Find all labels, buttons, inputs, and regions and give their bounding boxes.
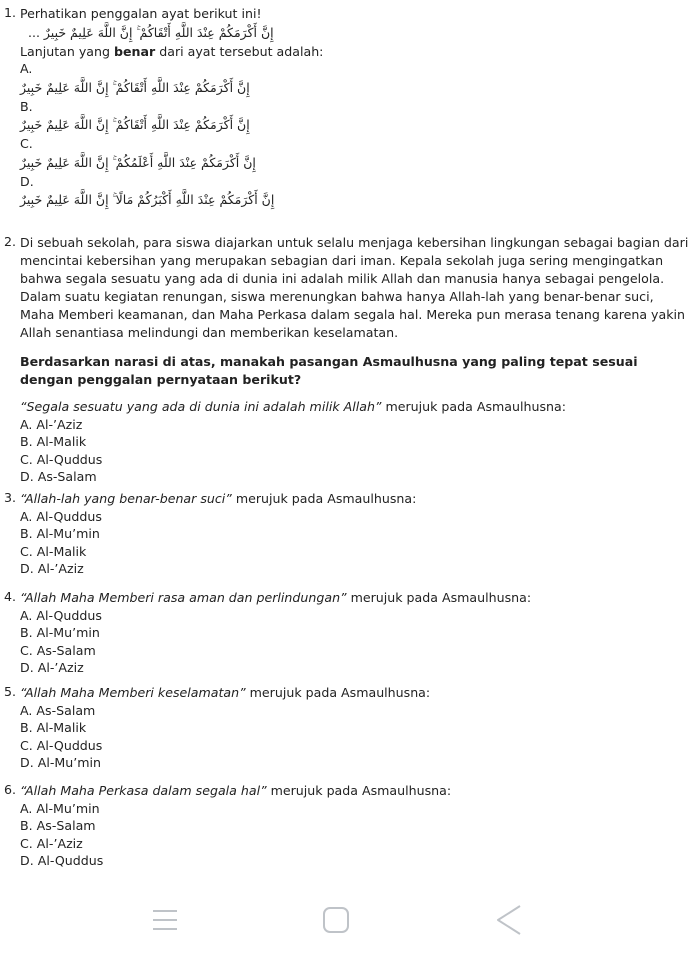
option-a: A. Al-Quddus <box>20 607 102 623</box>
option-a: A. Al-Mu’min <box>20 800 100 816</box>
question-body <box>20 234 689 486</box>
statement-tail: merujuk pada Asmaulhusna: <box>346 590 532 605</box>
back-button[interactable] <box>488 900 528 940</box>
option-letter-c: C. <box>20 136 33 151</box>
statement-tail: merujuk pada Asmaulhusna: <box>381 399 566 414</box>
recent-apps-icon <box>149 904 181 936</box>
statement-quote: “Allah Maha Memberi rasa aman dan perlindungan” <box>20 590 347 605</box>
question-text <box>20 43 689 61</box>
statement <box>20 684 689 702</box>
option-d: D. Al-Quddus <box>20 853 104 868</box>
system-navigation-bar <box>0 900 697 960</box>
question-number: 4. <box>4 589 17 604</box>
question-body <box>20 490 689 578</box>
recent-apps-button[interactable] <box>145 900 185 940</box>
question-number: 2. <box>4 234 17 249</box>
statement-quote: “Allah Maha Perkasa dalam segala hal” <box>20 783 267 798</box>
option-c: C. Al-Quddus <box>20 451 103 467</box>
home-button[interactable] <box>316 900 356 940</box>
question-number: 3. <box>4 490 17 505</box>
question-number: 5. <box>4 684 17 699</box>
option-b: B. Al-Malik <box>20 434 87 449</box>
option-c: C. Al-Quddus <box>20 737 103 753</box>
option-d: D. Al-’Aziz <box>20 660 84 675</box>
question-body <box>20 782 689 870</box>
home-icon <box>320 904 352 936</box>
narration-text: Di sebuah sekolah, para siswa diajarkan untuk selalu menjaga kebersihan lingkungan sebagai bagian dari mencintai kebersihan yang merupakan sebagian dari iman. Kepala sekolah juga sering mengingatkan bahwa segala sesuatu yang ada di dunia ini adalah milik Allah dan manusia hanya sebagai pengelola. Dalam suatu kegiatan renungan, siswa merenungkan bahwa hanya Allah-lah yang benar-benar suci, Maha Memberi keamanan, dan Maha Perkasa dalam segala hal. Mereka pun merasa tenang karena yakin Allah senantiasa melindungi dan memberikan keselamatan. <box>20 235 689 340</box>
option-b-arabic: إِنَّ أَكْرَمَكُمْ عِنْدَ اللَّهِ أَتْقَاكُمْ ۚ إِنَّ اللَّهَ عَلِيمٌ خَبِيرٌ <box>20 117 250 132</box>
question-text-end: dari ayat tersebut adalah: <box>155 43 324 59</box>
option-b-row <box>20 115 689 135</box>
question-body <box>20 5 689 210</box>
question-body <box>20 684 689 772</box>
question-text-bold: benar <box>114 43 156 59</box>
statement <box>20 782 689 800</box>
option-b: B. As-Salam <box>20 818 96 833</box>
question-prompt: Perhatikan penggalan ayat berikut ini! <box>20 6 262 21</box>
option-letter-d: D. <box>20 173 34 189</box>
option-d: D. Al-’Aziz <box>20 561 84 576</box>
ayat-excerpt-row <box>20 23 689 43</box>
statement-tail: merujuk pada Asmaulhusna: <box>231 491 417 506</box>
option-c-row <box>20 153 689 173</box>
question-instruction: Berdasarkan narasi di atas, manakah pasangan Asmaulhusna yang paling tepat sesuai dengan penggalan pernyataan berikut? <box>20 354 638 387</box>
question-number: 6. <box>4 782 17 797</box>
option-b: B. Al-Malik <box>20 720 87 735</box>
question-body <box>20 589 689 677</box>
option-letter-b: B. <box>20 98 33 114</box>
statement-tail: merujuk pada Asmaulhusna: <box>245 685 431 700</box>
option-a: A. As-Salam <box>20 702 96 718</box>
statement-quote: “Segala sesuatu yang ada di dunia ini adalah milik Allah” <box>20 399 382 414</box>
question-1 <box>0 5 689 225</box>
statement <box>20 589 689 607</box>
statement-quote: “Allah-lah yang benar-benar suci” <box>20 491 232 506</box>
option-c: C. As-Salam <box>20 642 96 658</box>
option-d-arabic: إِنَّ أَكْرَمَكُمْ عِنْدَ اللَّهِ أَكْبَرُكُمْ مَالًا ۚ إِنَّ اللَّهَ عَلِيمٌ خَبِيرٌ <box>20 192 275 207</box>
option-d: D. As-Salam <box>20 469 97 484</box>
statement-quote: “Allah Maha Memberi keselamatan” <box>20 685 246 700</box>
ayat-excerpt: إِنَّ أَكْرَمَكُمْ عِنْدَ اللَّهِ أَتْقَاكُمْ ۚ إِنَّ اللَّهَ عَلِيمٌ خَبِيرٌ ... <box>28 24 274 40</box>
option-d-row <box>20 190 689 210</box>
option-c: C. Al-Malik <box>20 543 87 559</box>
option-letter-a: A. <box>20 61 33 76</box>
statement <box>20 398 689 416</box>
option-a-arabic: إِنَّ أَكْرَمَكُمْ عِنْدَ اللَّهِ أَتْقَاكُمْ ۚ إِنَّ اللَّهَ عَلِيمٌ خَبِيرٌ <box>20 79 250 95</box>
statement <box>20 490 689 508</box>
option-c: C. Al-’Aziz <box>20 835 83 851</box>
option-c-arabic: إِنَّ أَكْرَمَكُمْ عِنْدَ اللَّهِ أَعْلَمُكُمْ ۚ إِنَّ اللَّهَ عَلِيمٌ خَبِيرٌ <box>20 154 256 170</box>
option-d: D. Al-Mu’min <box>20 755 101 770</box>
option-b: B. Al-Mu’min <box>20 526 100 541</box>
option-a: A. Al-Quddus <box>20 508 102 524</box>
back-icon <box>492 903 524 937</box>
option-a-row <box>20 78 689 98</box>
option-b: B. Al-Mu’min <box>20 625 100 640</box>
question-text-start: Lanjutan yang <box>20 43 114 59</box>
statement-tail: merujuk pada Asmaulhusna: <box>266 783 452 798</box>
question-number: 1. <box>4 5 17 20</box>
option-a: A. Al-’Aziz <box>20 416 83 432</box>
